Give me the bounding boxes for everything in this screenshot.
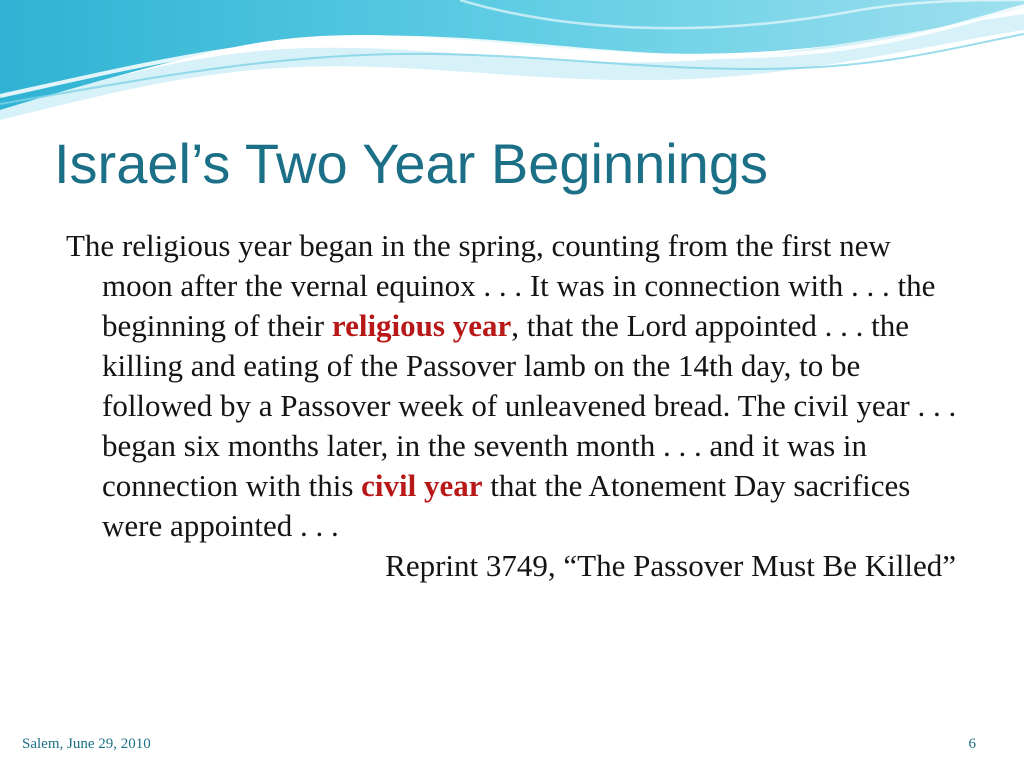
footer-date: Salem, June 29, 2010	[22, 736, 151, 752]
highlight-religious-year: religious year	[331, 308, 512, 343]
quote-text-part-2: , that the Lord appointed . . . the killing and eating of the Passover lamb on the 14th day, to be followed by a Passover week of unleavened bread. The civil year . . . began six months later, in the seventh month . . . and it was in connection with this	[102, 308, 957, 503]
quote-paragraph	[66, 226, 966, 546]
decorative-wave-banner	[0, 0, 1024, 120]
citation: Reprint 3749, “The Passover Must Be Killed”	[385, 548, 956, 583]
slide-body	[66, 226, 966, 586]
slide-number: 6	[968, 736, 976, 752]
quote-text-part-1: The religious year began in the spring, counting from the first new moon after the vernal equinox . . . It was in connection with . . . the beginning of their	[66, 228, 936, 343]
quote-text-part-3: that the Atonement Day sacrifices were appointed . . .	[102, 468, 911, 543]
slide-title: Israel’s Two Year Beginnings	[54, 132, 768, 195]
highlight-civil-year: civil year	[361, 468, 483, 503]
